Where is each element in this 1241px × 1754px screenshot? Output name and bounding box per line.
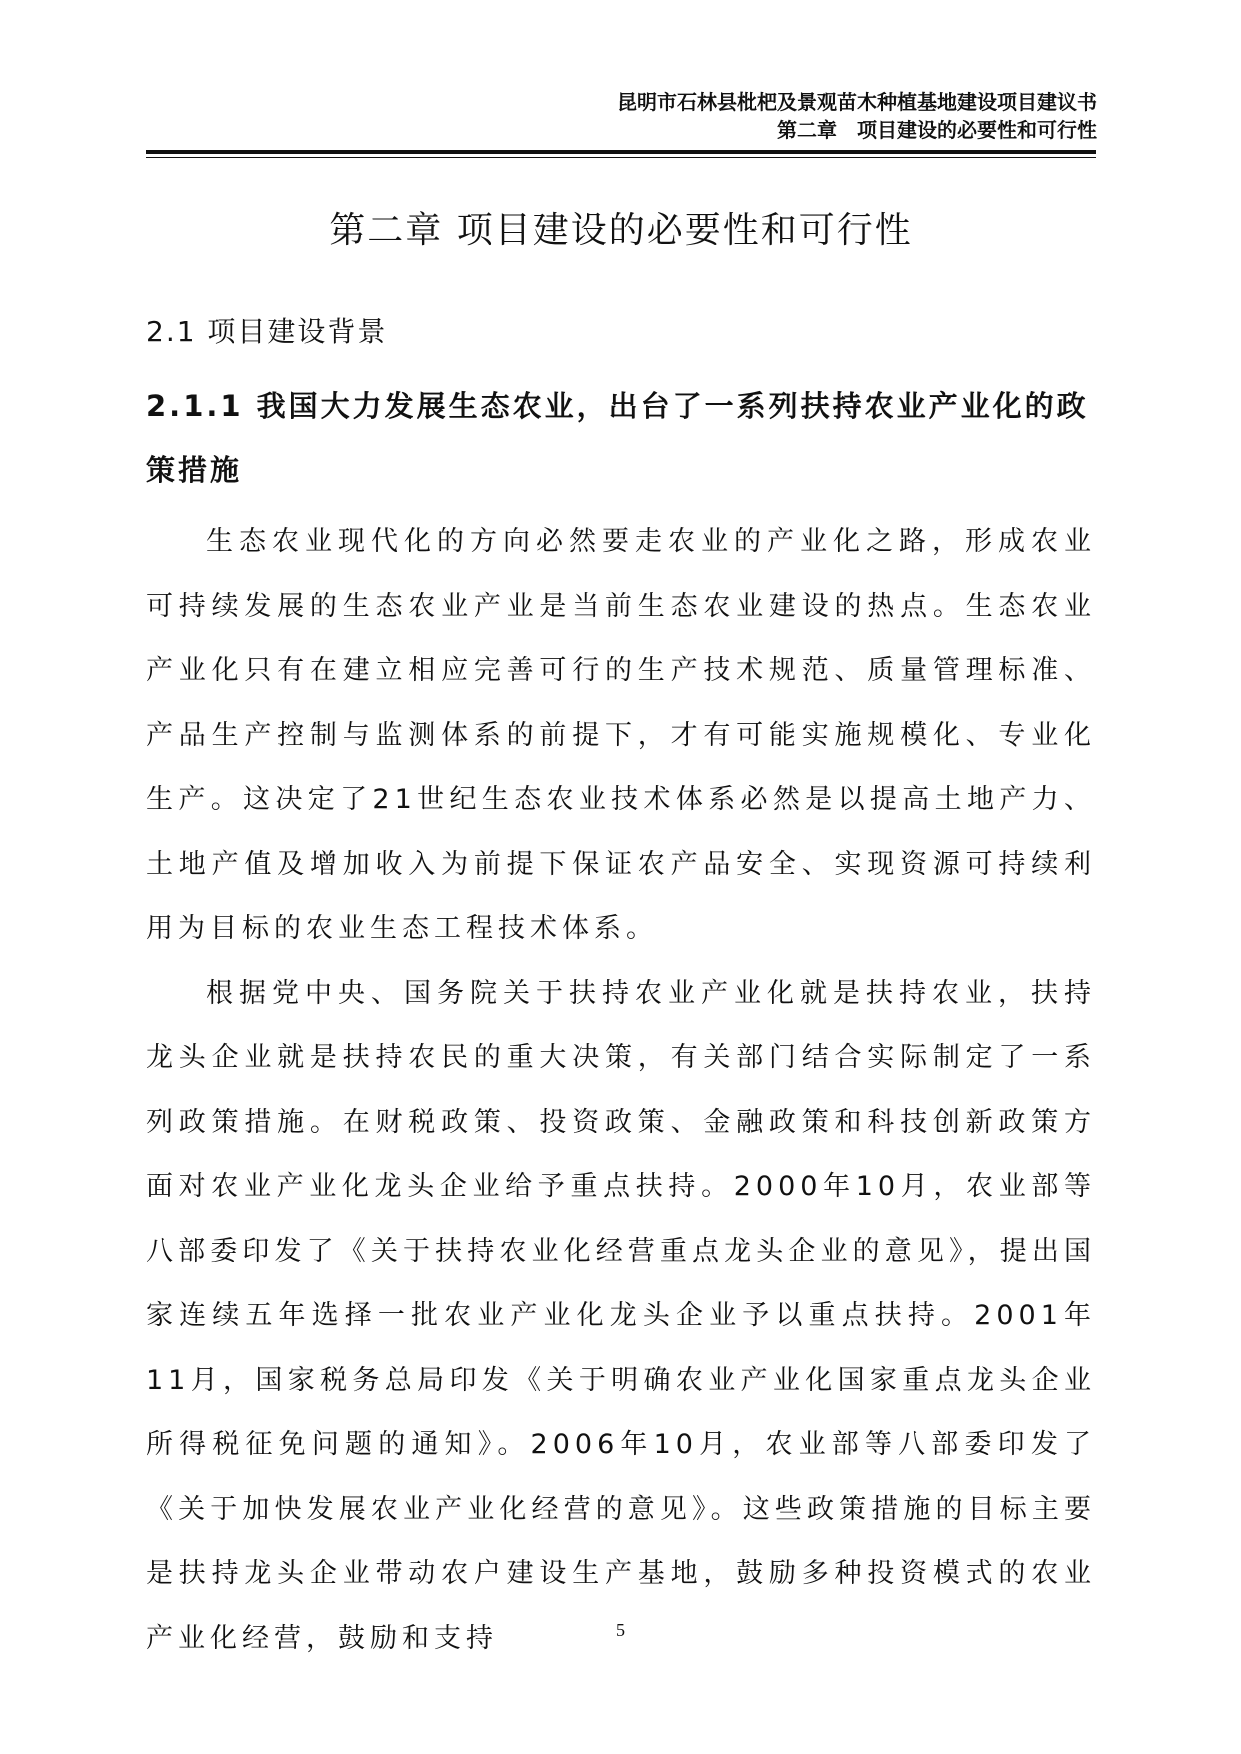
subsection-heading: 2.1.1 我国大力发展生态农业，出台了一系列扶持农业产业化的政策措施: [146, 389, 1089, 487]
paragraph-1: 生态农业现代化的方向必然要走农业的产业化之路，形成农业可持续发展的生态农业产业是当前生态农业建设的热点。生态农业产业化只有在建立相应完善可行的生产技术规范、质量管理标准、产品生产控制与监测体系的前提下，才有可能实施规模化、专业化生产。这决定了21世纪生态农业技术体系必然是以提高土地产力、土地产值及增加收入为前提下保证农产品安全、实现资源可持续利用为目标的农业生态工程技术体系。: [146, 526, 1096, 944]
page-number: 5: [616, 1620, 625, 1640]
paragraph-2: 根据党中央、国务院关于扶持农业产业化就是扶持农业，扶持龙头企业就是扶持农民的重大决策，有关部门结合实际制定了一系列政策措施。在财税政策、投资政策、金融政策和科技创新政策方面对农业产业化龙头企业给予重点扶持。2000年10月，农业部等八部委印发了《关于扶持农业化经营重点龙头企业的意见》，提出国家连续五年选择一批农业产业化龙头企业予以重点扶持。2001年11月，国家税务总局印发《关于明确农业产业化国家重点龙头企业所得税征免问题的通知》。2006年10月，农业部等八部委印发了《关于加快发展农业产业化经营的意见》。这些政策措施的目标主要是扶持龙头企业带动农户建设生产基地，鼓励多种投资模式的农业产业化经营，鼓励和支持: [146, 977, 1096, 1654]
chapter-title: 第二章 项目建设的必要性和可行性: [329, 210, 913, 251]
header-rule-thick: [146, 150, 1096, 154]
header-rule-thin: [146, 157, 1096, 158]
body-text: [146, 510, 1096, 1671]
header-chapter-title: 第二章 项目建设的必要性和可行性: [777, 118, 1097, 142]
section-heading: 2.1 项目建设背景: [146, 315, 388, 348]
header-document-title: 昆明市石林县枇杷及景观苗木种植基地建设项目建议书: [617, 90, 1097, 114]
running-header: [617, 88, 1097, 144]
